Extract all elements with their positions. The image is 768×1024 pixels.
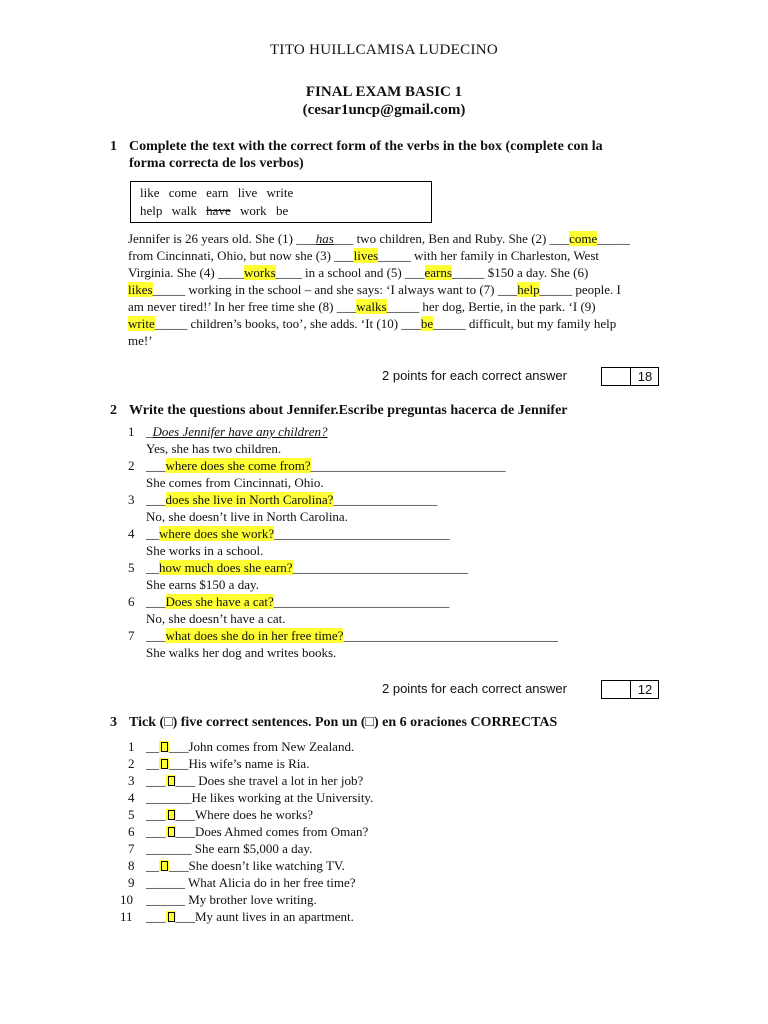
verb-word: earn — [206, 185, 229, 200]
q2-question-line: __how much does she earn?___________________________ — [146, 560, 469, 575]
verb-word: come — [168, 185, 197, 200]
q3-sentence: __ ___She doesn’t like watching TV. — [146, 858, 345, 873]
tick-box-icon — [166, 775, 176, 786]
verb-word: write — [266, 185, 294, 200]
q2-answer-text: No, she doesn’t have a cat. — [146, 611, 286, 626]
q1-score-box — [601, 367, 659, 386]
q3-sentence: ___ ___Where does he works? — [146, 807, 314, 822]
q1-text-line: likes_____ working in the school – and she says: ‘I always want to (7) ___help_____ people. I — [128, 282, 621, 297]
q3-sentence: _______ She earn $5,000 a day. — [146, 841, 313, 856]
tick-box-icon — [159, 860, 169, 871]
verb-box-row-1 — [140, 185, 299, 201]
verb-word: be — [275, 203, 289, 218]
q2-item-number: 5 — [128, 560, 135, 575]
tick-box-icon — [159, 741, 169, 752]
q3-sentence: ______ My brother love writing. — [146, 892, 317, 907]
q1-text-line: me!’ — [128, 333, 153, 348]
verb-word: walk — [171, 203, 197, 218]
tick-box-icon — [166, 911, 176, 922]
verb-box — [130, 181, 432, 223]
q2-answer-question: where does she work? — [159, 526, 275, 541]
q1-text-line: from Cincinnati, Ohio, but now she (3) ___lives_____ with her family in Charleston, West — [128, 248, 599, 263]
q3-item-number: 6 — [128, 824, 135, 839]
q2-answer-text: She works in a school. — [146, 543, 264, 558]
q2-instruction: Write the questions about Jennifer.Escribe preguntas hacerca de Jennifer — [129, 403, 568, 418]
answer-10: be — [420, 316, 434, 331]
q2-item-number: 7 — [128, 628, 135, 643]
q2-answer-text: She walks her dog and writes books. — [146, 645, 337, 660]
q3-sentence: ___ ___ Does she travel a lot in her job? — [146, 773, 364, 788]
answer-8: walks — [356, 299, 387, 314]
verb-box-row-2 — [140, 203, 294, 219]
q1-instruction-line1: Complete the text with the correct form of the verbs in the box (complete con la — [129, 139, 603, 154]
q3-item-number: 9 — [128, 875, 135, 890]
q2-heading — [110, 402, 670, 419]
q2-answer-question: Does Jennifer have any children? — [152, 424, 328, 439]
q1-score: 18 — [637, 369, 653, 384]
q2-question-line: __where does she work?___________________________ — [146, 526, 450, 541]
q2-item-number: 2 — [128, 458, 135, 473]
q3-item-number: 7 — [128, 841, 135, 856]
q3-item-number: 11 — [120, 909, 133, 924]
q2-item-number: 3 — [128, 492, 135, 507]
answer-7: help — [517, 282, 540, 297]
verb-word: work — [239, 203, 267, 218]
q3-sentence: _______He likes working at the University. — [146, 790, 374, 805]
q2-answer-question: what does she do in her free time? — [165, 628, 344, 643]
q3-item-number: 3 — [128, 773, 135, 788]
q1-text-line: Jennifer is 26 years old. She (1) ___has___ two children, Ben and Ruby. She (2) ___come_____ — [128, 231, 630, 246]
q1-instruction-line2: forma correcta de los verbos) — [129, 156, 304, 171]
q3-number: 3 — [110, 715, 117, 730]
verb-word: like — [140, 185, 160, 200]
q2-answer-question: does she live in North Carolina? — [165, 492, 334, 507]
q2-score-box — [601, 680, 659, 699]
q2-item-number: 6 — [128, 594, 135, 609]
q3-item-number: 5 — [128, 807, 135, 822]
q2-question-line: ___what does she do in her free time?_________________________________ — [146, 628, 558, 643]
q3-heading — [110, 714, 670, 731]
exam-email: (cesar1uncp@gmail.com) — [302, 102, 466, 118]
verb-word: live — [237, 185, 258, 200]
q2-item-number: 1 — [128, 424, 135, 439]
q1-number: 1 — [110, 139, 117, 154]
q2-question-line: ___Does she have a cat?___________________________ — [146, 594, 450, 609]
q1-heading — [110, 138, 670, 172]
q1-text — [128, 230, 656, 349]
q2-answer-text: Yes, she has two children. — [146, 441, 282, 456]
q2-question-line: _Does Jennifer have any children? — [146, 424, 328, 439]
q1-text-line: am never tired!’ In her free time she (8) ___walks_____ her dog, Bertie, in the park. ‘I (9) — [128, 299, 596, 314]
q2-score: 12 — [637, 682, 653, 697]
answer-2: come — [569, 231, 598, 246]
q3-item-number: 2 — [128, 756, 135, 771]
q3-item-number: 4 — [128, 790, 135, 805]
q2-answer-text: She comes from Cincinnati, Ohio. — [146, 475, 324, 490]
q3-sentence: ___ ___My aunt lives in an apartment. — [146, 909, 354, 924]
q3-sentence: __ ___John comes from New Zealand. — [146, 739, 355, 754]
answer-3: lives — [353, 248, 379, 263]
q3-item-number: 1 — [128, 739, 135, 754]
q2-number: 2 — [110, 403, 117, 418]
q2-question-line: ___where does she come from?______________________________ — [146, 458, 506, 473]
q2-points-label: 2 points for each correct answer — [382, 681, 567, 696]
q2-answer-question: how much does she earn? — [159, 560, 293, 575]
q2-item-number: 4 — [128, 526, 135, 541]
answer-6: likes — [128, 282, 153, 297]
q3-sentence: __ ___His wife’s name is Ria. — [146, 756, 310, 771]
tick-box-icon — [159, 758, 169, 769]
q2-answer-question: where does she come from? — [165, 458, 311, 473]
exam-title: FINAL EXAM BASIC 1 — [305, 84, 463, 100]
answer-4: works — [243, 265, 276, 280]
q1-text-line: Virginia. She (4) ____works____ in a school and (5) ___earns_____ $150 a day. She (6) — [128, 265, 589, 280]
q3-sentence: ___ ___Does Ahmed comes from Oman? — [146, 824, 369, 839]
q2-answer-text: No, she doesn’t live in North Carolina. — [146, 509, 348, 524]
q3-sentence: ______ What Alicia do in her free time? — [146, 875, 356, 890]
q2-answer-text: She earns $150 a day. — [146, 577, 259, 592]
verb-word-crossed: have — [206, 203, 231, 218]
answer-9: write — [128, 316, 155, 331]
q3-item-number: 8 — [128, 858, 135, 873]
q2-question-line: ___does she live in North Carolina?________________ — [146, 492, 438, 507]
answer-5: earns — [424, 265, 452, 280]
q3-item-number: 10 — [120, 892, 133, 907]
author-name: TITO HUILLCAMISA LUDECINO — [269, 42, 499, 58]
answer-1: has — [315, 231, 334, 246]
q1-text-line: write_____ children’s books, too’, she adds. ‘It (10) ___be_____ difficult, but my family help — [128, 316, 617, 331]
tick-box-icon — [166, 809, 176, 820]
q3-instruction: Tick (□) five correct sentences. Pon un (□) en 6 oraciones CORRECTAS — [129, 715, 558, 730]
q2-answer-question: Does she have a cat? — [165, 594, 274, 609]
q1-points-label: 2 points for each correct answer — [382, 368, 567, 383]
tick-box-icon — [166, 826, 176, 837]
verb-word: help — [140, 203, 163, 218]
